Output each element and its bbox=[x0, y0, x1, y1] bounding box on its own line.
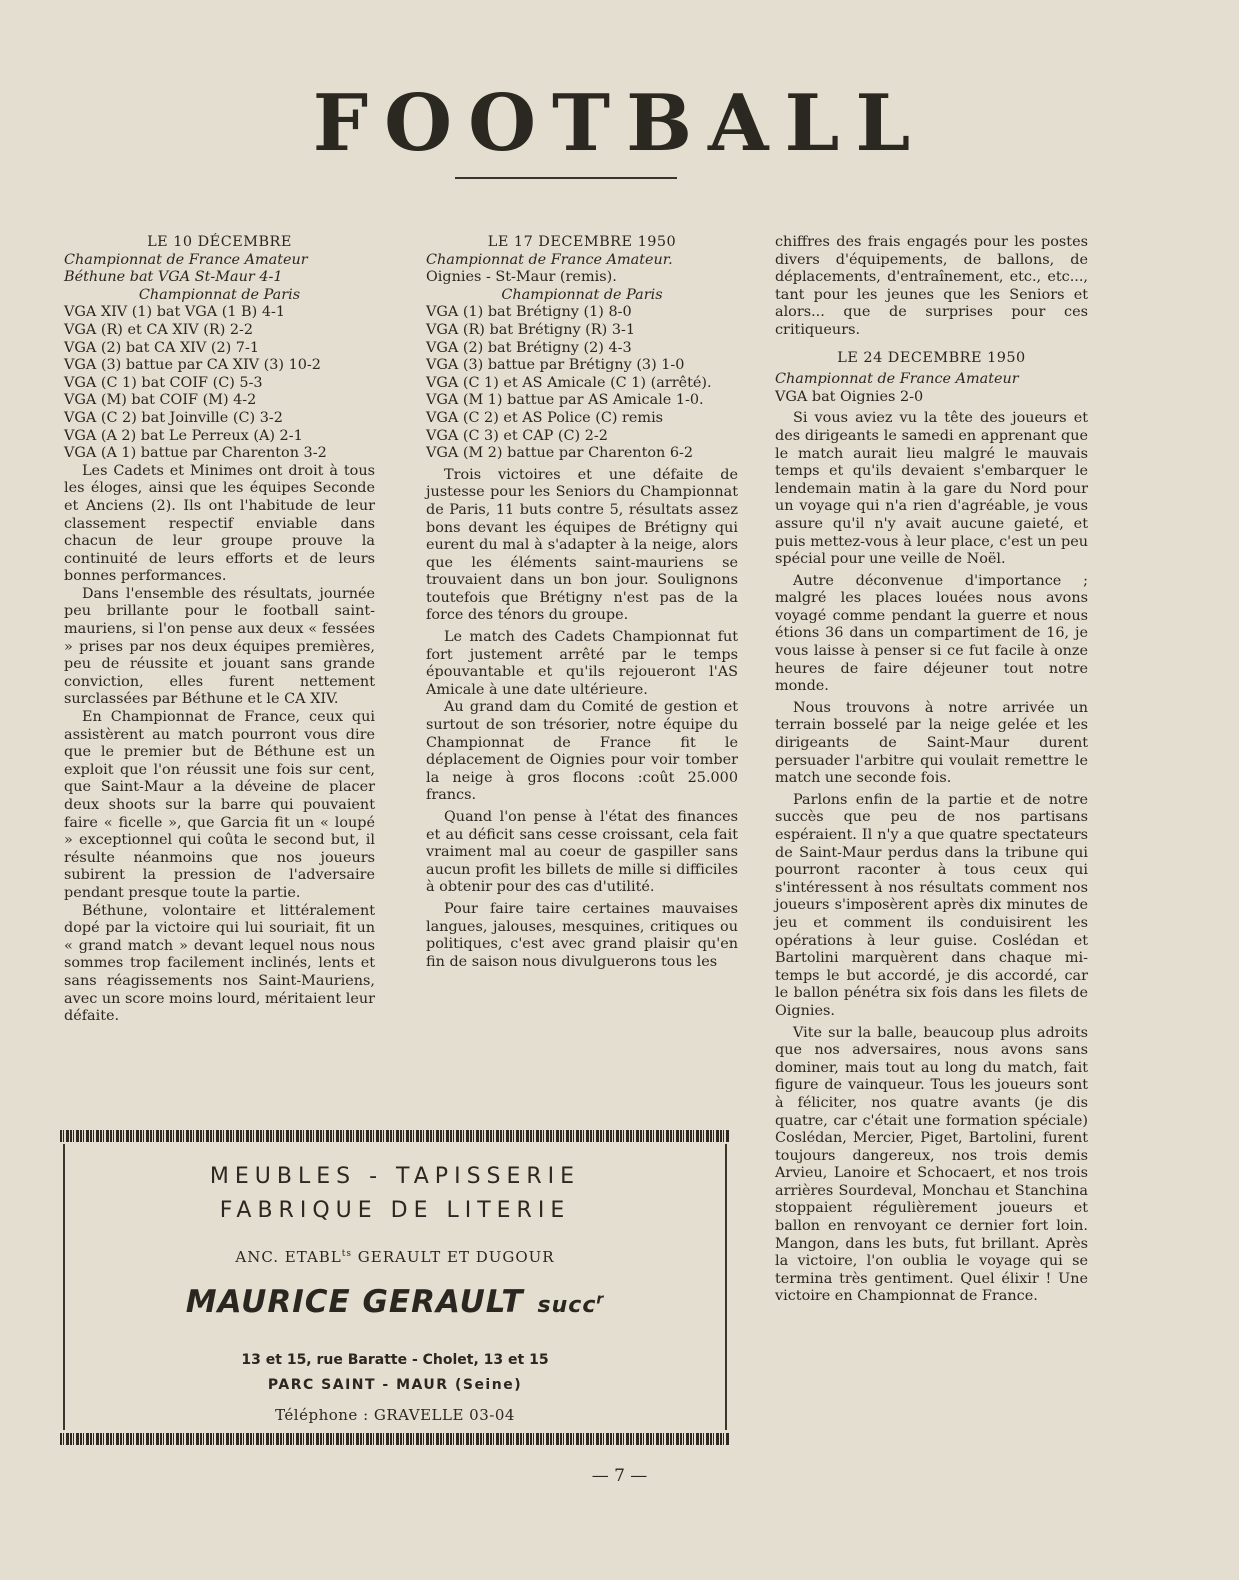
article-paragraph: chiffres des frais engagés pour les postes divers d'équipements, de ballons, de déplacements, d'entraînement, etc., etc..., tant pour les jeunes que les Seniors et alors... que de surprises pour ces critiqueurs. bbox=[775, 234, 1088, 338]
ad-address: 13 et 15, rue Baratte - Cholet, 13 et 15 bbox=[241, 1352, 549, 1368]
article-paragraph: Si vous aviez vu la tête des joueurs et des dirigeants le samedi en apprenant que le match aurait lieu malgré le mauvais temps et qu'ils devaient s'embarquer le lendemain matin à la gare du Nord pour un voyage qui n'a rien d'agréable, je vous assure qu'il n'y avait aucune gaieté, et puis mettez-vous à leur place, c'est un peu spécial pour une veille de Noël. bbox=[775, 410, 1088, 568]
championship-result: VGA bat Oignies 2-0 bbox=[775, 388, 924, 405]
result-line: VGA (C 1) et AS Amicale (C 1) (arrêté). bbox=[426, 374, 712, 391]
page-number: — 7 — bbox=[591, 1466, 648, 1486]
championship-result: Oignies - St-Maur (remis). bbox=[426, 269, 617, 286]
ad-telephone: Téléphone : GRAVELLE 03-04 bbox=[275, 1406, 515, 1424]
result-line: VGA (M 1) battue par AS Amicale 1-0. bbox=[426, 392, 704, 409]
column-3 bbox=[775, 234, 1088, 1306]
article-paragraph: Dans l'ensemble des résultats, journée peu brillante pour le football saint-mauriens, si l'on pense aux deux « fessées » prises par nos deux équipes premières, peu de réussite et jouant sans grande conviction, elles furent nettement surclassées par Béthune et le CA XIV. bbox=[64, 585, 375, 708]
result-line: VGA (C 2) bat Joinville (C) 3-2 bbox=[64, 409, 283, 426]
ad-headline: MEUBLES - TAPISSERIE bbox=[209, 1164, 581, 1189]
article-paragraph: Pour faire taire certaines mauvaises langues, jalouses, mesquines, critiques ou politiques, c'est avec grand plaisir qu'en fin de saison nous divulguerons tous les bbox=[426, 900, 738, 970]
article-paragraph: Parlons enfin de la partie et de notre succès que peu de nos partisans espéraient. Il n'y a que quatre spectateurs de Saint-Maur perdus dans la tribune qui pourront raconter à tous ceux qui s'intéressent à nos résultats comment nos joueurs s'imposèrent après dix minutes de jeu et comment ils conduisirent les opérations à leur guise. Coslédan et Bartolini marquèrent dans chaque mi-temps le but accordé, je dis accordé, car le ballon pénétra six fois dans les filets de Oignies. bbox=[775, 791, 1088, 1019]
ad-former-firm: ANC. $ETABL^{ts}$ GERAULT ET DUGOUR bbox=[235, 1248, 555, 1266]
ad-city: PARC SAINT - MAUR (Seine) bbox=[267, 1377, 523, 1393]
result-line: VGA (R) et CA XIV (R) 2-2 bbox=[64, 321, 254, 338]
title-underline bbox=[455, 177, 677, 179]
section-date: LE 24 DECEMBRE 1950 bbox=[837, 349, 1026, 366]
result-line: VGA (C 1) bat COIF (C) 5-3 bbox=[64, 374, 263, 391]
result-line: VGA (A 1) battue par Charenton 3-2 bbox=[64, 445, 327, 462]
result-line: VGA (3) battue par CA XIV (3) 10-2 bbox=[64, 357, 321, 374]
section-date: LE 10 DÉCEMBRE bbox=[147, 234, 292, 250]
page-title: FOOTBALL bbox=[312, 78, 927, 169]
result-line: VGA (C 2) et AS Police (C) remis bbox=[426, 409, 664, 426]
championship-heading: Championnat de Paris bbox=[138, 286, 301, 303]
result-line: VGA (1) bat Brétigny (1) 8-0 bbox=[426, 304, 632, 321]
result-line: VGA XIV (1) bat VGA (1 B) 4-1 bbox=[64, 304, 285, 321]
advertisement bbox=[60, 1130, 730, 1445]
column-2 bbox=[426, 234, 738, 971]
result-line: VGA (R) bat Brétigny (R) 3-1 bbox=[426, 321, 635, 338]
championship-heading: Championnat de France Amateur. bbox=[426, 251, 673, 268]
result-line: VGA (2) bat CA XIV (2) 7-1 bbox=[64, 339, 259, 356]
article-paragraph: Les Cadets et Minimes ont droit à tous les éloges, ainsi que les équipes Seconde et Anciens (2). Ils ont l'habitude de leur classement respectif enviable dans chacun de leur groupe prouve la continuité de leurs efforts et de leurs bonnes performances. bbox=[64, 462, 375, 585]
article-paragraph: Béthune, volontaire et littéralement dopé par la victoire qui lui souriait, fit un « grand match » devant lequel nous nous sommes trop facilement inclinés, lents et sans réagissements nos Saint-Mauriens, avec un score moins lourd, méritaient leur défaite. bbox=[64, 902, 375, 1025]
ad-border-top bbox=[60, 1130, 730, 1142]
result-line: VGA (M) bat COIF (M) 4-2 bbox=[64, 392, 257, 409]
result-line: VGA (C 3) et CAP (C) 2-2 bbox=[426, 427, 608, 444]
column-1 bbox=[64, 234, 375, 1026]
article-paragraph: Trois victoires et une défaite de justesse pour les Seniors du Championnat de Paris, 11 buts contre 5, résultats assez bons devant les équipes de Brétigny qui eurent du mal à s'adapter à la neige, alors que les éléments saint-mauriens se trouvaient dans un bon jour. Soulignons toutefois que Brétigny n'est pas de la force des ténors du groupe. bbox=[426, 466, 738, 624]
article-paragraph: Vite sur la balle, beaucoup plus adroits que nos adversaires, nous avons sans dominer, mais tout au long du match, fait figure de vainqueur. Tous les joueurs sont à féliciter, nos quatre avants (je dis quatre, car c'était une formation spéciale) Coslédan, Mercier, Piget, Bartolini, furent toujours dangereux, nos trois demis Arvieu, Lanoire et Schocaert, et nos trois arrières Sourdeval, Monchau et Stanchina stoppaient régulièrement joueurs et ballon en renvoyant ce dernier fort loin. Mangon, dans les buts, fut brillant. Après la victoire, l'on oublia le voyage qui se termina très gentiment. Quel élixir ! Une victoire en Championnat de France. bbox=[775, 1024, 1088, 1305]
article-paragraph: Le match des Cadets Championnat fut fort justement arrêté par le temps épouvantable et qu'ils rejoueront l'AS Amicale à une date ultérieure. bbox=[426, 629, 738, 698]
article-paragraph: Au grand dam du Comité de gestion et surtout de son trésorier, notre équipe du Championnat de France fit le déplacement de Oignies pour voir tomber la neige à gros flocons :coût 25.000 francs. bbox=[426, 699, 738, 804]
championship-heading: Championnat de Paris bbox=[501, 286, 663, 303]
article-paragraph: En Championnat de France, ceux qui assistèrent au match pourront vous dire que le premier but de Béthune est un exploit que l'on réussit une fois sur cent, que Saint-Maur a la déveine de placer deux shoots sur la barre qui pouvaient faire « ficelle », que Garcia fit un « loupé » exceptionnel qui coûta le second but, il résulte néanmoins que nos joueurs subirent la pression de l'adversaire pendant presque toute la partie. bbox=[64, 709, 375, 901]
ad-business-name: MAURICE GERAULT succ$^r$ bbox=[185, 1284, 605, 1320]
championship-heading: Championnat de France Amateur bbox=[775, 371, 1019, 388]
championship-heading: Championnat de France Amateur bbox=[64, 251, 308, 268]
ad-subheadline: FABRIQUE DE LITERIE bbox=[219, 1198, 571, 1223]
article-paragraph: Autre déconvenue d'importance ; malgré les places louées nous avons voyagé comme pendant la guerre et nous étions 36 dans un compartiment de 16, je vous laisse à penser si ce fut facile à onze heures de faire déjeuner tout notre monde. bbox=[775, 572, 1088, 695]
ad-box bbox=[63, 1144, 727, 1430]
section-date: LE 17 DECEMBRE 1950 bbox=[487, 234, 677, 250]
result-line: VGA (2) bat Brétigny (2) 4-3 bbox=[426, 339, 632, 356]
result-line: VGA (A 2) bat Le Perreux (A) 2-1 bbox=[64, 427, 303, 444]
article-paragraph: Quand l'on pense à l'état des finances et au déficit sans cesse croissant, cela fait vraiment mal au coeur de gaspiller sans aucun profit les billets de mille si difficiles à obtenir pour des cas d'utilité. bbox=[426, 809, 738, 896]
article-paragraph: Nous trouvons à notre arrivée un terrain bosselé par la neige gelée et les dirigeants de Saint-Maur durent persuader l'arbitre qui voulait remettre le match une seconde fois. bbox=[775, 699, 1088, 787]
championship-result: Béthune bat VGA St-Maur 4-1 bbox=[64, 269, 283, 286]
ad-border-bottom bbox=[60, 1433, 730, 1445]
result-line: VGA (M 2) battue par Charenton 6-2 bbox=[426, 445, 694, 462]
result-line: VGA (3) battue par Brétigny (3) 1-0 bbox=[426, 357, 685, 374]
